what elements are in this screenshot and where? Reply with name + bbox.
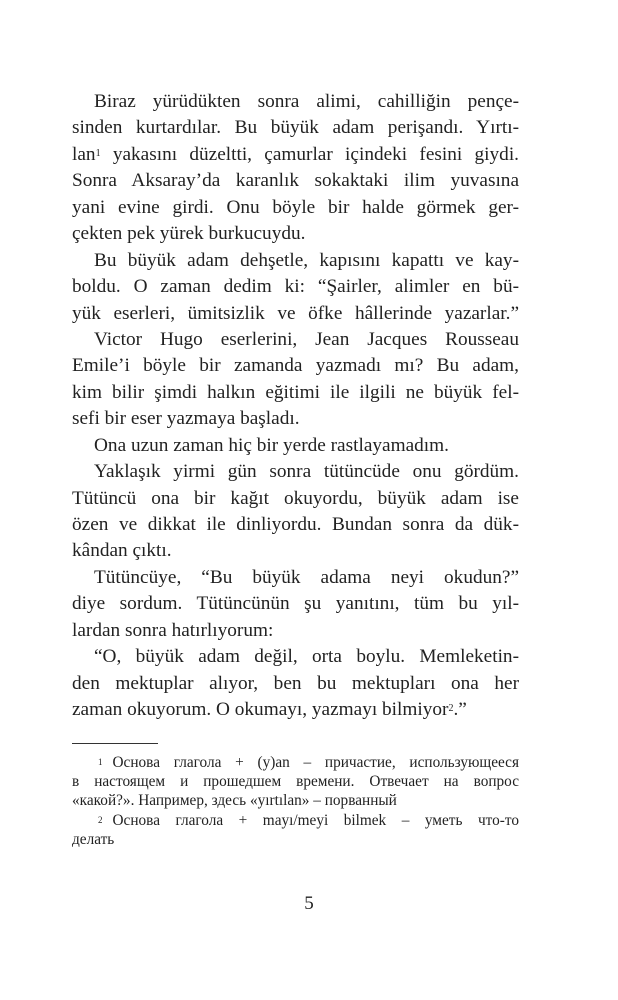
line-text: Emile’i böyle bir zamanda yazmadı mı? Bu adam, — [72, 355, 519, 377]
footnote-reference: 1 — [95, 147, 101, 159]
footnote-line — [72, 753, 519, 772]
text-line — [72, 644, 519, 670]
text-line — [72, 565, 519, 591]
footnote-line — [72, 772, 519, 791]
footnote-reference: 2 — [448, 703, 454, 715]
text-line — [72, 618, 519, 644]
footnote-marker: 1 — [98, 757, 103, 767]
line-text: «какой?». Например, здесь «yırtılan» – порванный — [72, 792, 397, 810]
line-text: yani evine girdi. Onu böyle bir halde görmek ger- — [72, 196, 519, 218]
text-line — [72, 195, 519, 221]
footnote-line — [72, 811, 519, 830]
line-text: “O, büyük adam değil, orta boylu. Memleketin- — [94, 646, 519, 668]
line-text: yakasını düzeltti, çamurlar içindeki fesini giydi. — [100, 143, 519, 165]
text-line — [72, 459, 519, 485]
text-line — [72, 115, 519, 141]
body-text — [72, 89, 519, 724]
text-line — [72, 353, 519, 379]
line-text: Основа глагола + mayı/meyi bilmek – уметь что-то — [112, 811, 519, 829]
text-line — [72, 433, 519, 459]
text-line — [72, 486, 519, 512]
line-text: özen ve dikkat ile dinliyordu. Bundan sonra da dük- — [72, 514, 519, 535]
text-line — [72, 168, 519, 194]
text-line — [72, 538, 519, 564]
line-text: Victor Hugo eserlerini, Jean Jacques Rousseau — [94, 328, 519, 350]
text-line — [72, 89, 519, 115]
text-line — [72, 301, 519, 327]
line-text: diye sordum. Tütüncünün şu yanıtını, tüm bu yıl- — [72, 593, 519, 615]
text-line — [72, 671, 519, 697]
line-text: çekten pek yürek burkucuydu. — [72, 223, 306, 245]
text-line — [72, 274, 519, 300]
text-line — [72, 327, 519, 353]
line-text: boldu. O zaman dedim ki: “Şairler, alimler en bü- — [72, 276, 519, 298]
line-text: sefi bir eser yazmaya başladı. — [72, 408, 300, 430]
text-line — [72, 248, 519, 274]
line-text: .” — [453, 699, 467, 721]
line-text: kim bilir şimdi halkın eğitimi ile ilgili ne büyük fel- — [72, 381, 519, 403]
line-text: zaman okuyorum. O okumayı, yazmayı bilmiyor — [72, 699, 449, 721]
line-text: делать — [72, 830, 115, 848]
line-text: Biraz yürüdükten sonra alimi, cahilliğin pençe- — [94, 91, 519, 112]
line-text: lardan sonra hatırlıyorum: — [72, 619, 274, 641]
footnote-marker: 2 — [98, 814, 103, 825]
line-text: lan — [72, 143, 96, 165]
text-line — [72, 221, 519, 247]
line-text: Основа глагола + (y)an – причастие, использующееся — [112, 754, 519, 771]
text-line — [72, 591, 519, 617]
line-text: den mektuplar alıyor, ben bu mektupları ona her — [72, 672, 519, 694]
line-text: Ona uzun zaman hiç bir yerde rastlayamadım. — [94, 434, 449, 456]
line-text: Yaklaşık yirmi gün sonra tütüncüde onu gördüm. — [94, 461, 519, 483]
line-text: Sonra Aksaray’da karanlık sokaktaki ilim yuvasına — [72, 170, 519, 192]
line-text: yük eserleri, ümitsizlik ve öfke hâllerinde yazarlar.” — [72, 302, 519, 324]
footnotes — [72, 753, 519, 849]
line-text: в настоящем и прошедшем времени. Отвечает на вопрос — [72, 773, 519, 791]
line-text: Tütüncüye, “Bu büyük adama neyi okudun?” — [94, 566, 519, 588]
text-line — [72, 406, 519, 432]
line-text: Tütüncü ona bir kağıt okuyordu, büyük adam ise — [72, 487, 519, 509]
page-number: 5 — [304, 893, 314, 914]
text-line — [72, 697, 519, 723]
text-line — [72, 142, 519, 168]
footnote-divider — [72, 743, 158, 744]
text-line — [72, 512, 519, 538]
line-text: Bu büyük adam dehşetle, kapısını kapattı ve kay- — [94, 249, 519, 271]
text-line — [72, 380, 519, 406]
line-text: sinden kurtardılar. Bu büyük adam perişandı. Yırtı- — [72, 117, 519, 139]
footnote-line — [72, 830, 519, 849]
footnote-line — [72, 791, 519, 810]
line-text: kândan çıktı. — [72, 540, 172, 562]
